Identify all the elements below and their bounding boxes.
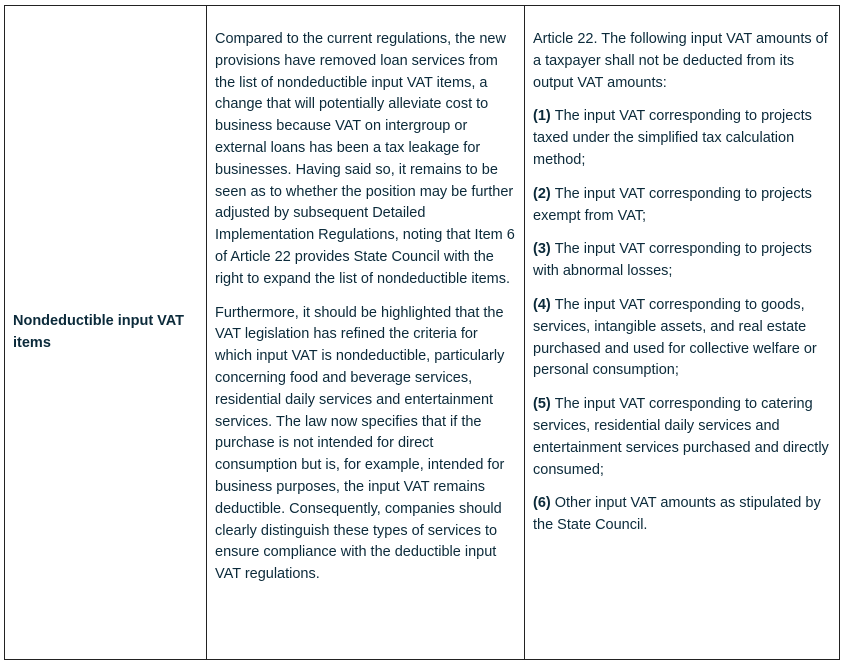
article-item-number: (6): [533, 495, 551, 512]
article-item: [533, 295, 835, 382]
commentary-cell: [206, 6, 524, 659]
commentary-paragraph: Compared to the current regulations, the new provisions have removed loan services from the list of nondeductible input VAT items, a change that will potentially alleviate cost to business because VAT on intergroup or external loans has been a tax leakage for businesses. Having said so, it remains to be seen as to whether the position may be further adjusted by subsequent Detailed Implementation Regulations, noting that Item 6 of Article 22 provides State Council with the right to expand the list of nondeductible items.: [215, 31, 515, 287]
article-item-number: (2): [533, 185, 551, 202]
article-item-text: The input VAT corresponding to projects exempt from VAT;: [533, 185, 812, 224]
article-item-text: The input VAT corresponding to projects taxed under the simplified tax calculation method;: [533, 108, 812, 168]
vat-comparison-table: [4, 5, 840, 660]
article-item: [533, 394, 835, 481]
article-item-number: (1): [533, 108, 551, 125]
article-item-number: (4): [533, 296, 551, 313]
article-item: [533, 493, 835, 537]
article-item: [533, 106, 835, 171]
commentary-paragraph: Furthermore, it should be highlighted that the VAT legislation has refined the criteria for which input VAT is nondeductible, particularly concerning food and beverage services, residential daily services and entertainment services. The law now specifies that if the purchase is not intended for direct consumption but is, for example, intended for business purposes, the input VAT remains deductible. Consequently, companies should clearly distinguish these types of services to ensure compliance with the deductible input VAT regulations.: [215, 304, 505, 583]
article-item-number: (3): [533, 241, 551, 258]
article-item-number: (5): [533, 396, 551, 413]
row-heading: Nondeductible input VAT items: [13, 313, 185, 351]
row-heading-cell: [5, 6, 206, 659]
article-intro: Article 22. The following input VAT amounts of a taxpayer shall not be deducted from its output VAT amounts:: [533, 31, 828, 91]
article-item-text: The input VAT corresponding to catering services, residential daily services and entertainment services purchased and directly consumed;: [533, 396, 829, 478]
article-text-cell: [524, 6, 839, 659]
article-item-text: The input VAT corresponding to goods, services, intangible assets, and real estate purchased and used for collective welfare or personal consumption;: [533, 296, 817, 379]
article-item-text: Other input VAT amounts as stipulated by the State Council.: [533, 495, 821, 534]
article-item: [533, 239, 835, 283]
article-item-text: The input VAT corresponding to projects with abnormal losses;: [533, 241, 812, 280]
article-item: [533, 184, 835, 228]
